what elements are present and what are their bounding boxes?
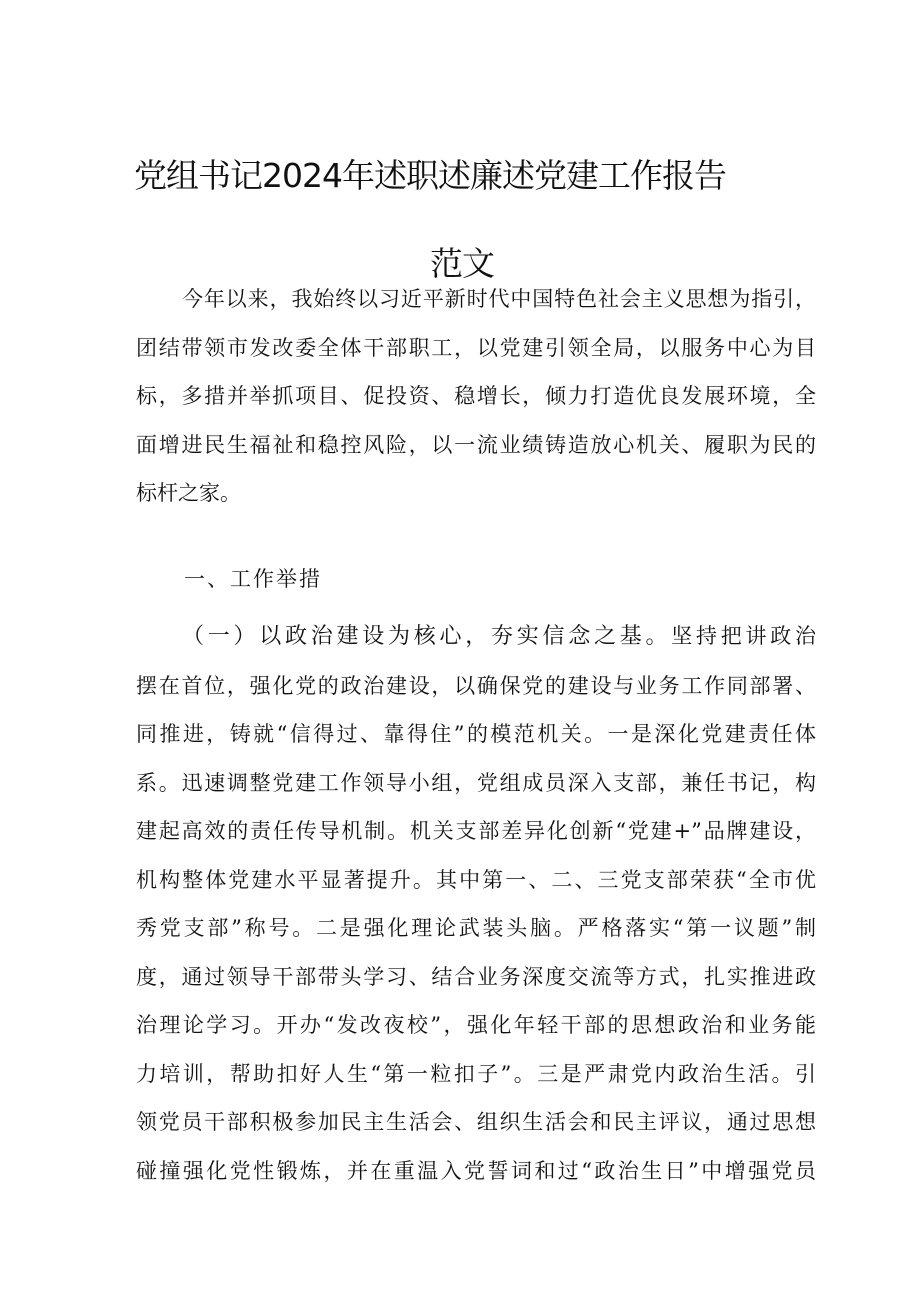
measures-paragraph — [136, 612, 816, 1195]
measures-line: 系。迅速调整党建工作领导小组，党组成员深入支部，兼任书记，构 — [136, 770, 816, 795]
intro-line: 标杆之家。 — [136, 481, 241, 505]
intro-paragraph — [136, 275, 816, 518]
measures-line: 机构整体党建水平显著提升。其中第一、二、三党支部荣获“全市优 — [136, 867, 816, 892]
measures-line: 碰撞强化党性锻炼，并在重温入党誓词和过“政治生日”中增强党员 — [136, 1158, 816, 1183]
section-heading: 一、工作举措 — [184, 567, 322, 591]
intro-line: 面增进民生福祉和稳控风险，以一流业绩铸造放心机关、履职为民的 — [136, 432, 816, 457]
measures-line: 摆在首位，强化党的政治建设，以确保党的建设与业务工作同部署、 — [136, 673, 816, 698]
measures-line: 度，通过领导干部带头学习、结合业务深度交流等方式，扎实推进政 — [136, 964, 816, 989]
measures-line: 治理论学习。开办“发改夜校”，强化年轻干部的思想政治和业务能 — [136, 1013, 816, 1037]
measures-line: 领党员干部积极参加民主生活会、组织生活会和民主评议，通过思想 — [136, 1110, 816, 1134]
measures-first-line-rest: 坚持把讲政治 — [671, 624, 816, 648]
document-title-line1: 党组书记2024年述职述廉述党建工作报告 — [134, 156, 726, 195]
measures-line: 秀党支部”称号。二是强化理论武装头脑。严格落实“第一议题”制 — [136, 916, 816, 940]
document-title-line2: 范文 — [430, 244, 494, 283]
subsection-heading: （一）以政治建设为核心，夯实信念之基。 — [182, 624, 672, 649]
measures-first-line — [136, 612, 816, 662]
intro-line: 今年以来，我始终以习近平新时代中国特色社会主义思想为指引， — [182, 287, 816, 311]
measures-line: 建起高效的责任传导机制。机关支部差异化创新“党建+”品牌建设， — [136, 819, 816, 843]
measures-line: 同推进，铸就“信得过、靠得住”的模范机关。一是深化党建责任体 — [136, 722, 816, 746]
intro-line: 团结带领市发改委全体干部职工，以党建引领全局，以服务中心为目 — [136, 335, 816, 360]
measures-line: 力培训，帮助扣好人生“第一粒扣子”。三是严肃党内政治生活。引 — [136, 1061, 816, 1086]
intro-line: 标，多措并举抓项目、促投资、稳增长，倾力打造优良发展环境，全 — [136, 384, 816, 408]
